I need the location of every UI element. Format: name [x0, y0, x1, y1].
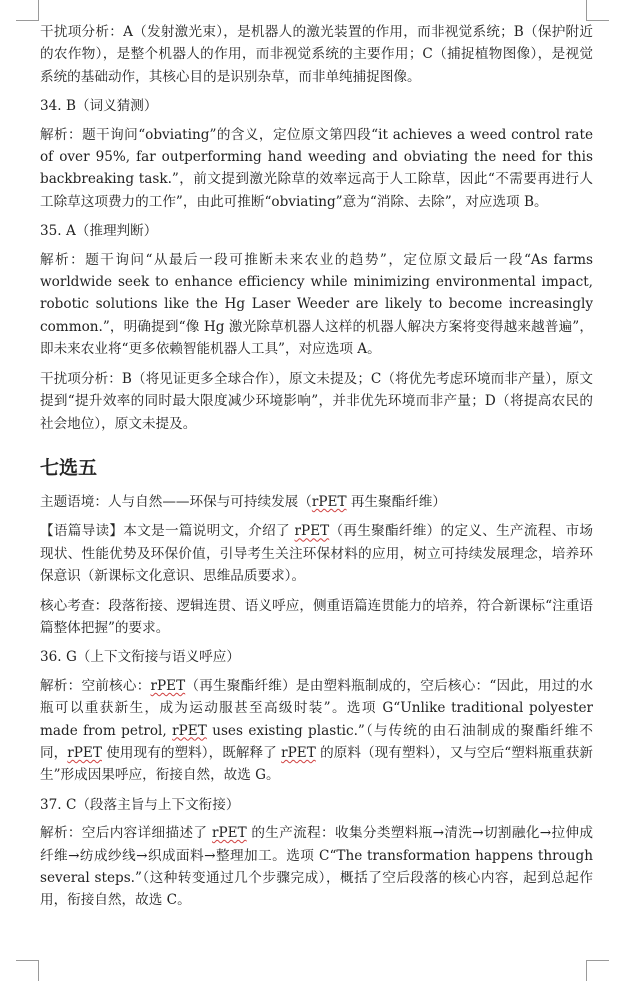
section-title: 七选五 [40, 456, 98, 479]
analysis-36: 解析：空前核心：rPET（再生聚酯纤维）是由塑料瓶制成的，空后核心：“因此，用过的水瓶可以重获新生，成为运动服甚至高级时装”。选项 G“Unlike traditional polyester made from petrol, rPET uses existing plastic.”（与传统的由石油制成的聚酯纤维不同，rPET 使用现有的塑料），既解释了 rPET 的原料（现有塑料），又与空后“塑料瓶重获新生”形成因果呼应，衔接自然，故选 G。 [40, 677, 593, 784]
distractor-analysis-33: 干扰项分析：A（发射激光束），是机器人的激光装置的作用，而非视觉系统；B（保护附近的农作物），是整个机器人的作用，而非视觉系统的主要作用；C（捕捉植物图像），是视觉系统的基础动作，其核心目的是识别杂草，而非单纯捕捉图像。 [40, 24, 593, 85]
spellcheck-term: rPET [172, 722, 207, 739]
page-corner-mark [16, 960, 39, 981]
page-corner-mark [586, 960, 609, 981]
core-focus: 核心考查：段落衔接、逻辑连贯、语义呼应，侧重语篇连贯能力的培养，符合新课标“注重语篇整体把握”的要求。 [40, 597, 593, 636]
spellcheck-term: rPET [150, 677, 186, 694]
question-heading-36: 36. G（上下文衔接与语义呼应） [40, 649, 240, 666]
question-heading-37: 37. C（段落主旨与上下文衔接） [40, 796, 240, 813]
theme-context: 主题语境：人与自然——环保与可持续发展（rPET 再生聚酯纤维） [40, 493, 446, 510]
analysis-37: 解析：空后内容详细描述了 rPET 的生产流程：收集分类塑料瓶→清洗→切割融化→拉伸成纤维→纺成纱线→织成面料→整理加工。选项 C“The transformation happens through several steps.”（这种转变通过几个步骤完成），概括了空后段落的核心内容，起到总起作用，衔接自然，故选 C。 [40, 825, 593, 909]
spellcheck-term: rPET [67, 744, 102, 761]
spellcheck-term: rPET [212, 825, 247, 842]
spellcheck-term: rPET [294, 523, 330, 540]
document-body [40, 21, 593, 919]
spellcheck-term: rPET [281, 744, 316, 761]
spellcheck-term: rPET [311, 493, 347, 510]
analysis-34: 解析：题干询问“obviating”的含义，定位原文第四段“it achieves a weed control rate of over 95%, far outperforming hand weeding and obviating the need for this backbreaking task.”，前文提到激光除草的效率远高于人工除草，因此“不需要再进行人工除草这项费力的工作”，由此可推断“obviating”意为“消除、去除”，对应选项 B。 [40, 126, 593, 210]
distractor-analysis-35: 干扰项分析：B（将见证更多全球合作），原文未提及；C（将优先考虑环境而非产量），原文提到“提升效率的同时最大限度减少环境影响”，并非优先环境而非产量；D（将提高农民的社会地位），原文未提及。 [40, 370, 593, 432]
page-corner-mark [586, 0, 609, 21]
question-heading-35: 35. A（推理判断） [40, 223, 158, 240]
passage-guide: 【语篇导读】本文是一篇说明文，介绍了 rPET（再生聚酯纤维）的定义、生产流程、市场现状、性能优势及环保价值，引导考生关注环保材料的应用，树立可持续发展理念，培养环保意识（新课标文化意识、思维品质要求）。 [40, 523, 593, 585]
analysis-35: 解析：题干询问“从最后一段可推断未来农业的趋势”，定位原文最后一段“As farms worldwide seek to enhance efficiency while minimizing environmental impact, robotic solutions like the Hg Laser Weeder are likely to become increasingly common.”，明确提到“像 Hg 激光除草机器人这样的机器人解决方案将变得越来越普遍”，即未来农业将“更多依赖智能机器人工具”，对应选项 A。 [40, 251, 593, 358]
question-heading-34: 34. B（词义猜测） [40, 98, 158, 115]
page-corner-mark [16, 0, 39, 21]
